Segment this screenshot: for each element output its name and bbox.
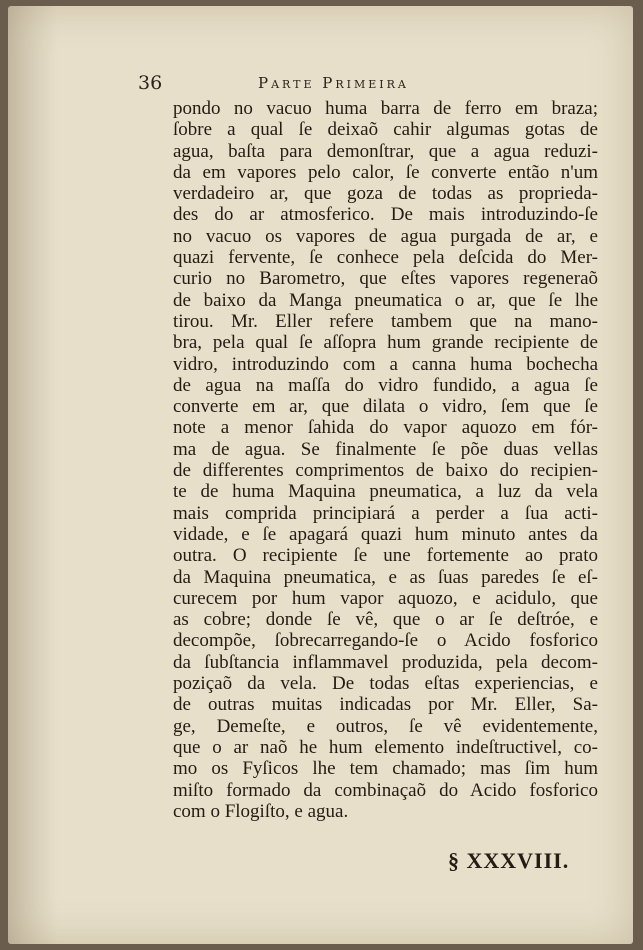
text-line: vidade, e ſe apagará quazi hum minuto antes da [173,523,598,545]
text-line: verdadeiro ar, que goza de todas as proprieda- [173,183,598,205]
book-page [8,6,633,944]
text-line: de outras muitas indicadas por Mr. Eller, Sa- [173,694,598,716]
page-header [138,72,598,96]
text-line: quazi fervente, ſe conhece pela deſcida do Mer- [173,247,598,269]
text-line: da em vapores pelo calor, ſe converte então n'um [173,161,598,183]
text-line: pondo no vacuo huma barra de ferro em braza; [173,98,598,119]
text-line: ſobre a qual ſe deixaõ cahir algumas gotas de [173,119,598,141]
text-line: miſto formado da combinaçaõ do Acido fosforico [173,779,598,801]
section-heading: § XXXVIII. [448,848,570,873]
text-line: mais comprida principiará a perder a ſua acti- [173,502,598,524]
text-line: note a menor ſahida do vapor aquozo em fór- [173,417,598,439]
text-line: da Maquina pneumatica, e as ſuas paredes ſe eſ- [173,566,598,588]
text-line: que o ar naõ he hum elemento indeſtructivel, co- [173,736,598,758]
text-line: ge, Demeſte, e outros, ſe vê evidentemente, [173,715,598,737]
text-line: converte em ar, que dilata o vidro, ſem que ſe [173,396,598,418]
body-text [173,98,598,822]
running-head: Parte Primeira [258,74,409,92]
text-line: ma de agua. Se finalmente ſe põe duas vellas [173,438,598,460]
text-line: de differentes comprimentos de baixo do recipien- [173,460,598,482]
text-line: vidro, introduzindo com a canna huma bochecha [173,353,598,375]
text-line: outra. O recipiente ſe une fortemente ao prato [173,545,598,567]
text-line: curecem por hum vapor aquozo, e acidulo, que [173,587,598,609]
text-line: decompõe, ſobrecarregando-ſe o Acido fosforico [173,630,598,652]
text-line: agua, baſta para demonſtrar, que a agua reduzi- [173,140,598,162]
text-line: de agua na maſſa do vidro fundido, a agua ſe [173,374,598,396]
text-line: de baixo da Manga pneumatica o ar, que ſe lhe [173,289,598,311]
text-line: mo os Fyſicos lhe tem chamado; mas ſim hum [173,758,598,780]
text-line: no vacuo os vapores de agua purgada de ar, e [173,225,598,247]
text-line: curio no Barometro, que eſtes vapores regeneraõ [173,268,598,290]
text-line: com o Flogiſto, e agua. [173,800,349,822]
text-line: as cobre; donde ſe vê, que o ar ſe deſtróe, e [173,609,598,631]
text-line: bra, pela qual ſe aſſopra hum grande recipiente de [173,332,598,354]
text-line: des do ar atmosferico. De mais introduzindo-ſe [173,204,598,226]
text-line: da ſubſtancia inflammavel produzida, pela decom- [173,651,598,673]
page-number: 36 [138,72,163,94]
text-line: tirou. Mr. Eller refere tambem que na mano- [173,310,598,332]
text-line: poziçaõ da vela. De todas eſtas experiencias, e [173,673,598,695]
text-line: te de huma Maquina pneumatica, a luz da vela [173,481,598,503]
